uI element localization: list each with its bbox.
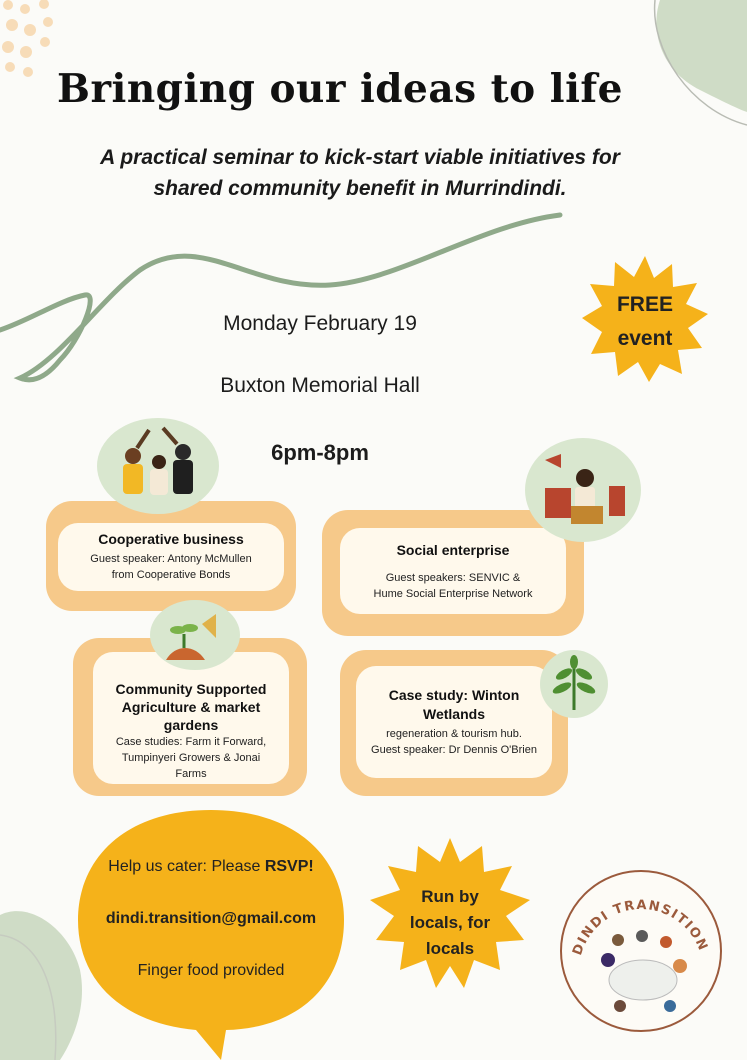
session-detail-1: Case studies: Farm it Forward,	[115, 736, 267, 748]
session-detail-1: regeneration & tourism hub.	[386, 728, 522, 740]
seedling-icon	[150, 600, 240, 670]
plant-icon	[540, 650, 608, 718]
rsvp-emphasis: RSVP!	[264, 858, 314, 875]
rsvp-email[interactable]: dindi.transition@gmail.com	[105, 910, 317, 927]
session-title-line-2: Wetlands	[423, 706, 485, 722]
run-by-locals-text	[370, 884, 530, 962]
rsvp-prefix: Help us cater: Please	[108, 858, 265, 875]
session-title-line-1: Community Supported	[115, 681, 267, 697]
event-date: Monday February 19	[223, 312, 417, 335]
session-detail-2: Hume Social Enterprise Network	[373, 588, 533, 600]
wavy-line	[0, 215, 560, 380]
session-title: Social enterprise	[396, 542, 510, 558]
subtitle	[40, 142, 680, 204]
session-title-line-2: Agriculture & market	[121, 699, 261, 715]
speaker-podium-icon	[525, 438, 641, 542]
session-detail-2: from Cooperative Bonds	[111, 569, 231, 581]
session-card-cooperative	[46, 501, 296, 611]
green-blob-bottom-left	[0, 911, 82, 1060]
event-label: event	[617, 327, 673, 350]
people-celebrating-icon	[97, 418, 219, 514]
session-title-line-1: Case study: Winton	[388, 687, 520, 703]
locals-line-3: locals	[425, 939, 475, 958]
logo-text: DINDI TRANSITION	[570, 897, 711, 958]
session-detail-2: Guest speaker: Dr Dennis O'Brien	[371, 744, 537, 756]
session-card-winton-wetlands	[340, 650, 568, 796]
session-detail-3: Farms	[175, 768, 207, 780]
free-event-text	[582, 288, 708, 356]
session-detail-1: Guest speaker: Antony McMullen	[90, 553, 252, 565]
rsvp-line	[86, 858, 336, 876]
session-detail-1: Guest speakers: SENVIC &	[385, 572, 521, 584]
free-label: FREE	[616, 293, 673, 316]
event-time: 6pm-8pm	[271, 440, 369, 465]
session-title: Cooperative business	[98, 531, 244, 547]
session-title-line-3: gardens	[163, 717, 219, 733]
rsvp-speech-bubble	[76, 808, 346, 1060]
subtitle-line-2: shared community benefit in Murrindindi.	[153, 177, 567, 200]
locals-line-1: Run by	[421, 887, 479, 906]
locals-line-2: locals, for	[409, 913, 491, 932]
session-detail-2: Tumpinyeri Growers & Jonai	[121, 752, 261, 764]
page-title: Bringing our ideas to life	[57, 66, 623, 112]
dindi-transition-logo	[558, 868, 724, 1034]
event-venue: Buxton Memorial Hall	[220, 374, 420, 397]
subtitle-line-1: A practical seminar to kick-start viable initiatives for	[100, 146, 620, 169]
food-note: Finger food provided	[137, 962, 285, 979]
